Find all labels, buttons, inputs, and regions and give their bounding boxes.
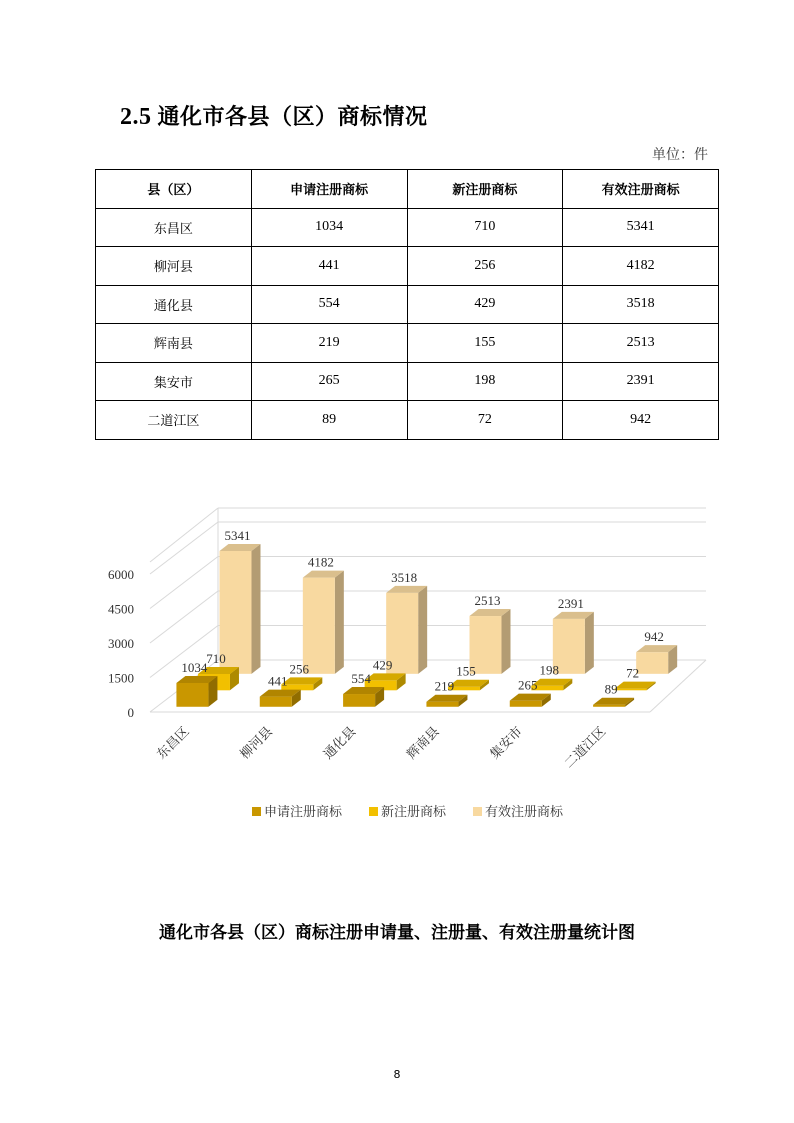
table-cell: 1034 — [251, 208, 407, 247]
y-tick-label: 4500 — [108, 601, 134, 617]
bar-front — [615, 689, 647, 691]
bar — [260, 690, 301, 707]
bar — [303, 571, 344, 674]
table-cell: 942 — [563, 401, 719, 440]
data-label: 198 — [539, 662, 560, 678]
table-cell: 集安市 — [96, 362, 252, 401]
bar — [176, 676, 217, 707]
data-label: 2391 — [557, 595, 584, 611]
table-cell: 72 — [407, 401, 563, 440]
table-cell: 辉南县 — [96, 324, 252, 363]
table-row — [96, 401, 719, 440]
bar-front — [343, 694, 375, 707]
table-cell: 554 — [251, 285, 407, 324]
legend-swatch — [252, 807, 261, 816]
chart-caption: 通化市各县（区）商标注册申请量、注册量、有效注册量统计图 — [159, 923, 635, 943]
data-label: 256 — [289, 661, 310, 677]
column-header: 申请注册商标 — [251, 170, 407, 209]
legend-swatch — [473, 807, 482, 816]
data-label: 2513 — [474, 593, 501, 609]
data-label: 89 — [604, 681, 618, 697]
bar — [636, 645, 677, 674]
section-title: 通化市各县（区）商标情况 — [157, 105, 428, 130]
bar-side — [335, 571, 344, 674]
table-cell: 5341 — [563, 208, 719, 247]
bar-side — [502, 609, 511, 674]
table-cell: 2391 — [563, 362, 719, 401]
table-cell: 二道江区 — [96, 401, 252, 440]
page-number: 8 — [393, 1068, 401, 1081]
table-cell: 441 — [251, 247, 407, 286]
bar-front — [176, 683, 208, 707]
table-row — [96, 208, 719, 247]
table-cell: 710 — [407, 208, 563, 247]
bar-front — [593, 705, 625, 707]
bar-side — [585, 612, 594, 674]
bar-front — [303, 578, 335, 674]
table-cell: 2513 — [563, 324, 719, 363]
table-cell: 4182 — [563, 247, 719, 286]
gridline — [150, 557, 218, 609]
bar — [510, 694, 551, 707]
x-tick-label: 辉南县 — [404, 724, 443, 763]
legend-label: 申请注册商标 — [264, 805, 343, 820]
table-header-row — [96, 170, 719, 209]
data-label: 1034 — [181, 659, 208, 675]
x-tick-label: 通化县 — [320, 724, 360, 763]
data-label: 155 — [456, 663, 476, 679]
table-row — [96, 247, 719, 286]
bar-front — [260, 697, 292, 707]
legend-swatch — [369, 807, 378, 816]
section-heading — [120, 100, 428, 131]
legend-label: 有效注册商标 — [485, 805, 564, 820]
bar — [593, 698, 634, 707]
table-cell: 通化县 — [96, 285, 252, 324]
data-label: 3518 — [391, 569, 418, 585]
data-label: 5341 — [224, 527, 251, 543]
data-label: 710 — [206, 650, 226, 666]
data-label: 219 — [434, 678, 455, 694]
table-cell: 265 — [251, 362, 407, 401]
table-row — [96, 324, 719, 363]
bar-side — [418, 586, 427, 674]
x-tick-label: 二道江区 — [561, 724, 610, 772]
data-label: 429 — [372, 657, 393, 673]
gridline — [150, 522, 218, 574]
column-header: 县（区） — [96, 170, 252, 209]
table-cell: 155 — [407, 324, 563, 363]
table-cell: 256 — [407, 247, 563, 286]
gridline — [150, 591, 218, 643]
table-cell: 柳河县 — [96, 247, 252, 286]
data-label: 265 — [518, 677, 538, 693]
unit-label: 单位：件 — [652, 147, 708, 163]
y-tick-label: 3000 — [108, 636, 134, 651]
bar-front — [510, 701, 542, 707]
legend-label: 新注册商标 — [381, 805, 447, 820]
section-number: 2.5 — [120, 104, 152, 130]
bar — [615, 682, 656, 691]
bar-chart-3d — [0, 490, 794, 850]
bar — [343, 687, 384, 707]
data-label: 441 — [268, 673, 288, 689]
table-cell: 89 — [251, 401, 407, 440]
bar-side — [252, 544, 261, 674]
y-tick-label: 1500 — [108, 670, 134, 686]
trademark-table — [95, 169, 719, 440]
table-row — [96, 285, 719, 324]
data-label: 4182 — [307, 554, 334, 570]
data-label: 554 — [351, 671, 371, 687]
column-header: 有效注册商标 — [563, 170, 719, 209]
table-cell: 198 — [407, 362, 563, 401]
data-label: 942 — [644, 629, 664, 645]
column-header: 新注册商标 — [407, 170, 563, 209]
table-cell: 3518 — [563, 285, 719, 324]
bar-front — [426, 702, 458, 707]
gridline — [150, 508, 218, 562]
bar — [426, 695, 467, 707]
y-tick-label: 0 — [127, 705, 134, 720]
y-tick-label: 6000 — [108, 567, 134, 582]
x-tick-label: 东昌区 — [154, 724, 193, 763]
table-cell: 东昌区 — [96, 208, 252, 247]
bar-front — [636, 652, 668, 674]
x-tick-label: 集安市 — [487, 724, 526, 763]
table-row — [96, 362, 719, 401]
data-label: 72 — [626, 665, 640, 681]
table-cell: 219 — [251, 324, 407, 363]
x-tick-label: 柳河县 — [237, 724, 276, 763]
table-cell: 429 — [407, 285, 563, 324]
